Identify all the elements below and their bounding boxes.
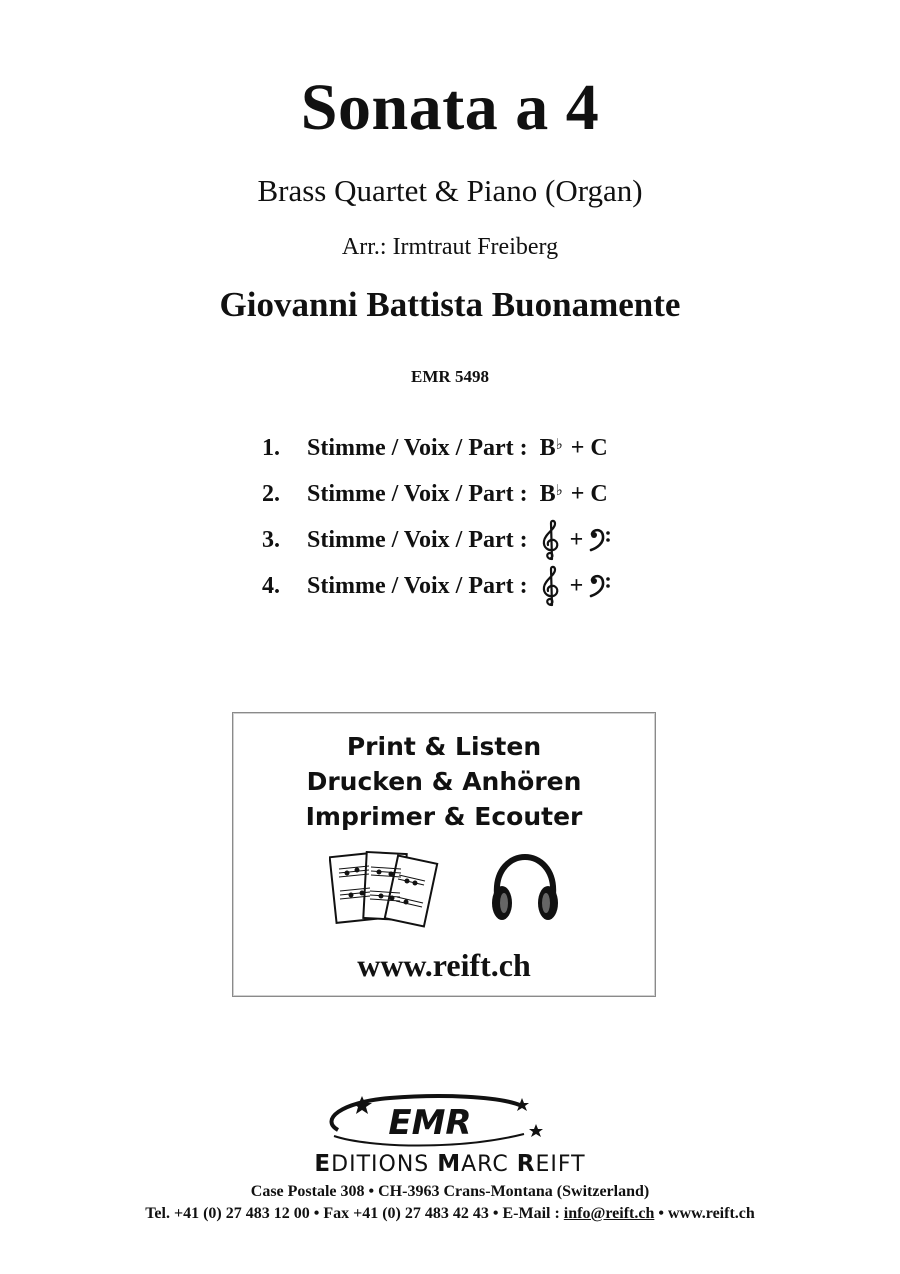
promo-line-english: Print & Listen (346, 732, 542, 761)
key-c: C (590, 480, 608, 507)
svg-text:EMR: EMR (388, 1103, 472, 1143)
plus-sign: + (570, 434, 585, 461)
treble-clef-icon (540, 519, 562, 561)
part-row (262, 425, 702, 471)
composer-name: Giovanni Battista Buonamente (219, 285, 681, 324)
catalog-number: EMR 5498 (411, 367, 489, 386)
part-number: 4. (262, 572, 280, 599)
part-label: Stimme / Voix / Part : (307, 434, 528, 461)
bass-clef-icon (589, 528, 611, 552)
sheet-music-icon (329, 849, 439, 929)
part-number: 3. (262, 526, 280, 553)
promo-line-german: Drucken & Anhören (306, 767, 582, 796)
part-number: 1. (262, 434, 280, 461)
part-row (262, 471, 702, 517)
part-row (262, 563, 702, 609)
part-label: Stimme / Voix / Part : (307, 480, 528, 507)
arranger-credit: Arr.: Irmtraut Freiberg (341, 234, 559, 260)
key-b-flat: B ♭ (539, 434, 563, 461)
plus-sign: + (569, 572, 584, 599)
part-row (262, 517, 702, 563)
email-link[interactable]: info@reift.ch (563, 1205, 655, 1222)
promo-line-french: Imprimer & Ecouter (305, 802, 583, 831)
print-listen-box (232, 712, 656, 997)
contact-line (0, 1204, 900, 1224)
part-label: Stimme / Voix / Part : (307, 572, 528, 599)
publisher-name: EDITIONS MARC REIFT (314, 1151, 586, 1177)
part-number: 2. (262, 480, 280, 507)
page-title: Sonata a 4 (300, 71, 600, 144)
contact-phone-fax: Tel. +41 (0) 27 483 12 00 • Fax +41 (0) 27 483 42 43 • E-Mail : (145, 1205, 564, 1222)
plus-sign: + (570, 480, 585, 507)
instrumentation-subtitle: Brass Quartet & Piano (Organ) (257, 173, 643, 208)
contact-website: • www.reift.ch (654, 1205, 755, 1222)
plus-sign: + (569, 526, 584, 553)
headphones-icon (487, 851, 563, 927)
website-link[interactable]: www.reift.ch (357, 947, 531, 983)
key-c: C (590, 434, 608, 461)
publisher-address: Case Postale 308 • CH-3963 Crans-Montana (Switzerland) (250, 1183, 650, 1200)
key-b-flat: B ♭ (539, 480, 563, 507)
bass-clef-icon (589, 574, 611, 598)
part-label: Stimme / Voix / Part : (307, 526, 528, 553)
treble-clef-icon (540, 565, 562, 607)
emr-logo (310, 1090, 550, 1152)
parts-list (262, 425, 702, 609)
